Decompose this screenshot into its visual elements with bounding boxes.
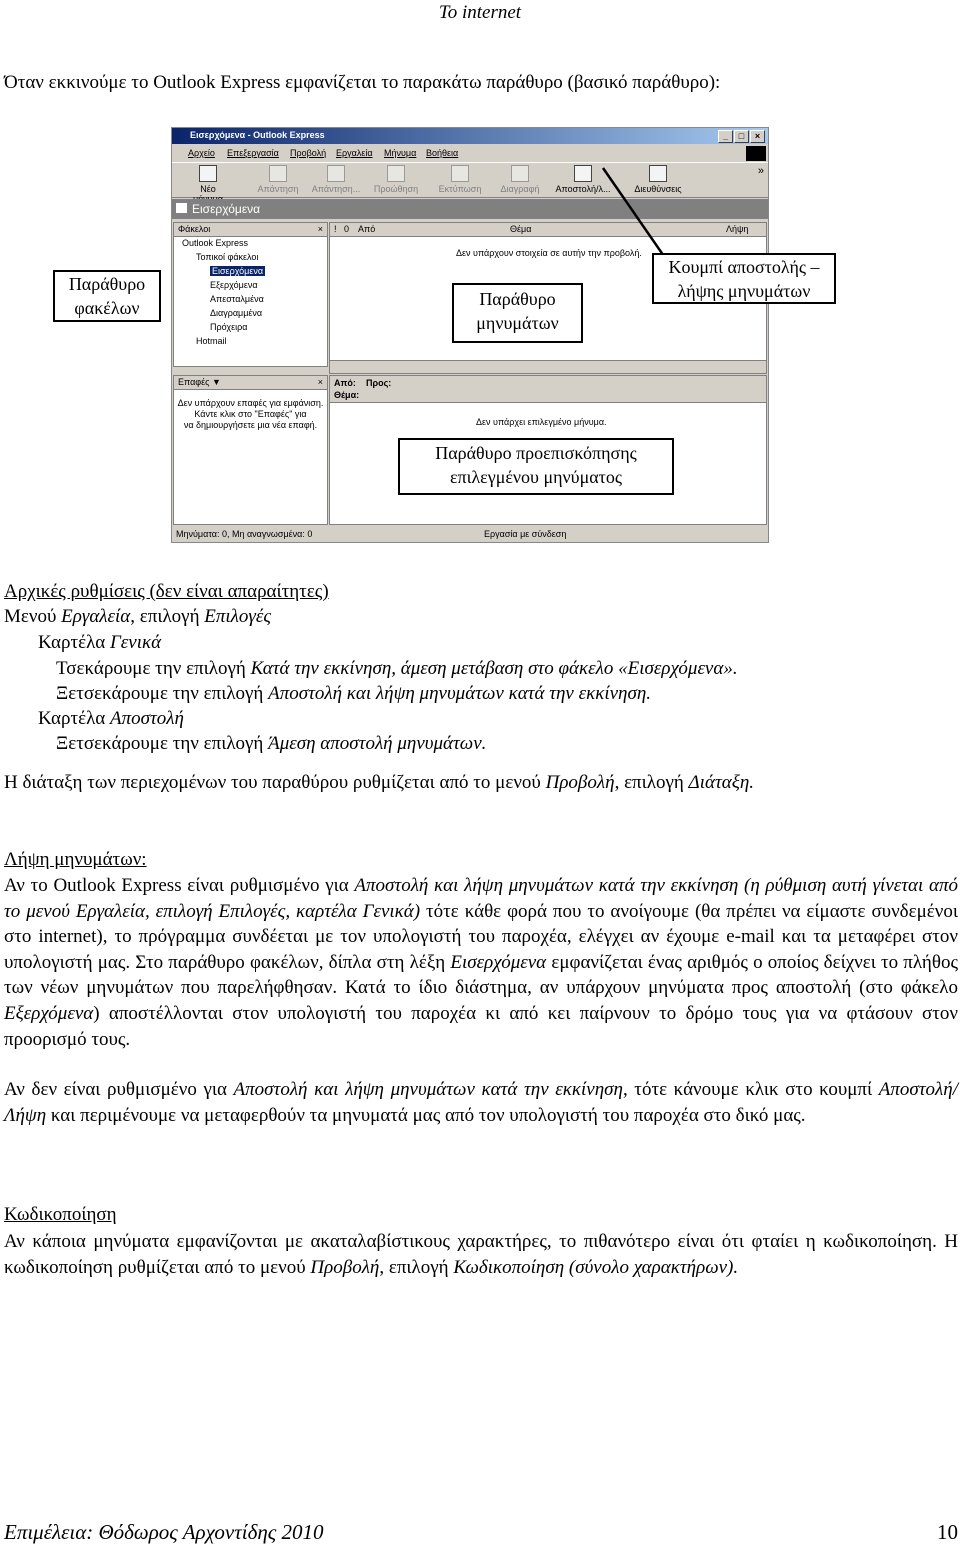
send-receive-button[interactable]: Αποστολή/λ... [554, 165, 612, 194]
receive-paragraph-2: Αν δεν είναι ρυθμισμένο για Αποστολή και λήψη μηνυμάτων κατά την εκκίνηση, τότε κάνουμε κλικ στο κουμπί Αποστολή/Λήψη και περιμένουμε να μεταφερθούν τα μηνυματά μας από τον υπολογιστή του παροχέα στο δικό μας. [4, 1079, 958, 1126]
contacts-empty-line: Δεν υπάρχουν επαφές για εμφάνιση. [177, 398, 324, 408]
menu-help[interactable]: Βοήθεια [426, 148, 459, 158]
tree-item-outbox[interactable]: Εξερχόμενα [210, 280, 258, 290]
footer-author: Επιμέλεια: Θόδωρος Αρχοντίδης 2010 [4, 1520, 324, 1544]
reply-button[interactable]: Απάντηση [254, 165, 302, 194]
folders-pane-close[interactable]: × [317, 224, 323, 234]
settings-uncheck-line-1: Ξετσεκάρουμε την επιλογή Αποστολή και λήψη μηνυμάτων κατά την εκκίνηση. [56, 683, 652, 704]
tree-item-deleted[interactable]: Διαγραμμένα [210, 308, 263, 318]
tree-item-local-folders[interactable]: Τοπικοί φάκελοι [196, 252, 259, 262]
settings-tab-send: Καρτέλα Αποστολή [38, 708, 184, 729]
callout-preview: Παράθυρο προεπισκόπησης επιλεγμένου μηνύματος [398, 438, 674, 495]
toolbar-more-button[interactable]: » [757, 165, 764, 177]
encoding-paragraph: Αν κάποια μηνύματα εμφανίζονται με ακαταλαβίστικους χαρακτήρες, το πιθανότερο είναι ότι φταίει η κωδικοποίηση. Η κωδικοποίηση ρυθμίζεται από το μενού Προβολή, επιλογή Κωδικοποίηση (σύνολο χαρακτήρων). [4, 1231, 958, 1278]
encoding-heading: Κωδικοποίηση [4, 1204, 117, 1225]
reply-all-button[interactable]: Απάντηση... [310, 165, 362, 194]
col-attachment[interactable]: 0 [344, 224, 350, 234]
col-received[interactable]: Λήψη [726, 224, 749, 234]
contacts-empty-line: Κάντε κλικ στο "Επαφές" για [194, 409, 307, 419]
settings-heading: Αρχικές ρυθμίσεις (δεν είναι απαραίτητες) [4, 581, 329, 602]
status-right: Εργασία με σύνδεση [484, 529, 567, 539]
window-title: Εισερχόμενα - Outlook Express [190, 130, 325, 140]
col-subject[interactable]: Θέμα [510, 224, 532, 234]
tree-item-outlook-express[interactable]: Outlook Express [182, 238, 249, 248]
folders-pane-header: Φάκελοι [178, 224, 211, 234]
menu-tools[interactable]: Εργαλεία [336, 148, 373, 158]
close-button[interactable]: × [750, 130, 765, 143]
menu-view[interactable]: Προβολή [290, 148, 327, 158]
callout-folders: Παράθυρο φακέλων [53, 270, 161, 322]
settings-uncheck-line-2: Ξετσεκάρουμε την επιλογή Άμεση αποστολή μηνυμάτων. [56, 733, 487, 754]
preview-subject-label: Θέμα: [334, 390, 360, 400]
settings-check-line: Τσεκάρουμε την επιλογή Κατά την εκκίνηση, άμεση μετάβαση στο φάκελο «Εισερχόμενα». [56, 658, 738, 679]
delete-button[interactable]: Διαγραφή [496, 165, 544, 194]
contacts-pane-header[interactable]: Επαφές ▼ [178, 377, 221, 387]
callout-send-receive: Κουμπί αποστολής – λήψης μηνυμάτων [652, 253, 836, 304]
col-from[interactable]: Από [358, 224, 376, 234]
messages-empty-text: Δεν υπάρχουν στοιχεία σε αυτήν την προβολή. [456, 248, 642, 258]
page-number: 10 [937, 1520, 958, 1544]
preview-to-label: Προς: [366, 378, 392, 388]
preview-from-label: Από: [334, 378, 356, 388]
page-header: To internet [438, 2, 522, 23]
contacts-empty-line: να δημιουργήσετε μια νέα επαφή. [183, 420, 318, 430]
send-receive-pointer [603, 168, 668, 262]
intro-text: Όταν εκκινούμε το Outlook Express εμφανίζεται το παρακάτω παράθυρο (βασικό παράθυρο): [4, 72, 721, 93]
settings-menu-line: Μενού Εργαλεία, επιλογή Επιλογές [4, 606, 272, 627]
callout-messages: Παράθυρο μηνυμάτων [452, 283, 583, 343]
menu-file[interactable]: Αρχείο [188, 148, 215, 158]
folder-bar-title: Εισερχόμενα [192, 202, 261, 216]
minimize-button[interactable]: _ [718, 130, 733, 143]
preview-empty-text: Δεν υπάρχει επιλεγμένο μήνυμα. [476, 417, 607, 427]
col-priority[interactable]: ! [334, 224, 337, 234]
settings-layout-line: Η διάταξη των περιεχομένων του παραθύρου ρυθμίζεται από το μενού Προβολή, επιλογή Διάταξη. [4, 772, 755, 793]
contacts-pane-close[interactable]: × [317, 377, 323, 387]
receive-heading: Λήψη μηνυμάτων: [4, 849, 147, 870]
menu-message[interactable]: Μήνυμα [384, 148, 417, 158]
forward-button[interactable]: Προώθηση [372, 165, 420, 194]
tree-item-drafts[interactable]: Πρόχειρα [210, 322, 248, 332]
tree-item-inbox[interactable]: Εισερχόμενα [212, 266, 264, 276]
status-left: Μηνύματα: 0, Μη αναγνωσμένα: 0 [176, 529, 313, 539]
settings-tab-general: Καρτέλα Γενικά [38, 632, 162, 653]
receive-paragraph-1: Αν το Outlook Express είναι ρυθμισμένο για Αποστολή και λήψη μηνυμάτων κατά την εκκίνηση (η ρύθμιση αυτή γίνεται από το μενού Εργαλεία, επιλογή Επιλογές, καρτέλα Γενικά) τότε κάθε φορά που το ανοίγουμε (θα πρέπει να είμαστε συνδεμένοι στο internet), το πρόγραμμα συνδέεται με τον υπολογιστή του παροχέα, ελέγχει αν έχουμε e-mail και τα μεταφέρει στον υπολογιστή μας. Στο παράθυρο φακέλων, δίπλα στη λέξη Εισερχόμενα εμφανίζεται ένας αριθμός ο οποίος δείχνει το πλήθος των νέων μηνυμάτων που παρελήφθησαν. Κατά το ίδιο διάστημα, αν υπάρχουν μηνύματα προς αποστολή (στο φάκελο Εξερχόμενα) αποστέλλονται στον υπολογιστή του παροχέα κι από κει παίρνουν το δρόμο τους για να φτάσουν στον προορισμό τους. [4, 875, 959, 1050]
maximize-button[interactable]: □ [734, 130, 749, 143]
new-message-button[interactable]: Νέο [184, 165, 232, 204]
tree-item-sent[interactable]: Απεσταλμένα [210, 294, 264, 304]
addresses-button[interactable]: Διευθύνσεις [630, 165, 686, 194]
print-button[interactable]: Εκτύπωση [436, 165, 484, 194]
tree-item-hotmail[interactable]: Hotmail [196, 336, 227, 346]
menu-edit[interactable]: Επεξεργασία [227, 148, 279, 158]
